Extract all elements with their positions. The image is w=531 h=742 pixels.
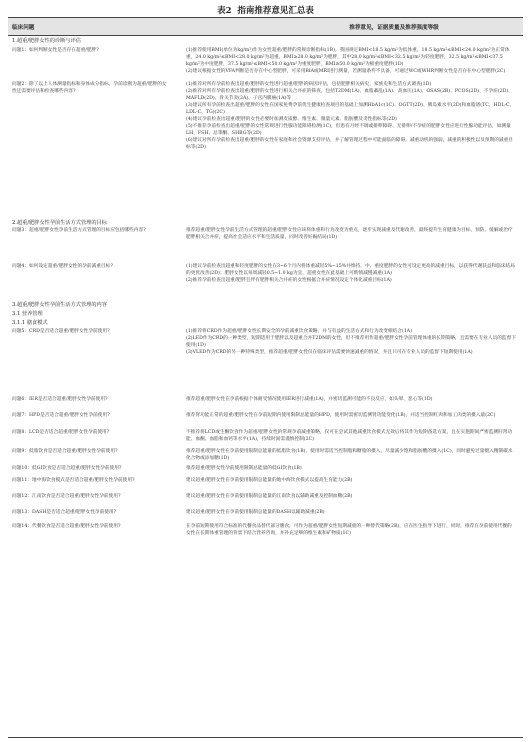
section-heading: 1.超重/肥胖女性的诊断与评估 bbox=[12, 38, 81, 44]
recommendation-text: 推荐超重/肥胖女性孕前生活方式管理的超重/肥胖女性应该将体重和行为改变为重点，逐步实现减重及代谢改善，最终提升生育健康为目标，预防、缓解或治疗肥胖相关合并症，提高社会适应水平和生活质量，同时改善妊娠结局(1D) bbox=[186, 228, 513, 240]
clinical-question: 问题13：DASH是否适合超重/肥胖女性孕前使用? bbox=[12, 510, 117, 515]
table-row bbox=[8, 448, 523, 465]
recommendation-text: (1)推荐将CRD作为超重/肥胖女性长期安全的孕前减重饮食策略，并与有益的生活方式和行为改变相结合(1A) bbox=[186, 329, 412, 334]
clinical-question: 问题14：代餐饮食是否适合超重/肥胖女性孕前使用? bbox=[12, 524, 121, 529]
table-row bbox=[8, 523, 523, 553]
clinical-question: 问题7：HPD是否适合超重/肥胖女性孕前使用? bbox=[12, 413, 110, 418]
recommendation-text: (2)LED作为CRD的一种类型，短期适用于肥胖以及超重合并T2DM的女性，但不推荐用作超重/肥胖女性孕前管理体重的长期策略，且需要在专业人员的监督下使用(1D) bbox=[186, 336, 516, 348]
table-row bbox=[8, 396, 523, 412]
clinical-question: 问题9：低脂饮食是否适合超重/肥胖女性孕前使用? bbox=[12, 449, 118, 454]
clinical-question: 问题12：江南饮食是否适合超重/肥胖女性孕前使用? bbox=[12, 494, 121, 499]
clinical-question: 问题5：CRD是否适合超重/肥胖女性孕前使用? bbox=[12, 329, 110, 334]
table-header bbox=[8, 18, 523, 35]
recommendation-cell bbox=[186, 477, 516, 484]
recommendation-cell bbox=[186, 509, 516, 516]
bottom-rule bbox=[8, 737, 523, 738]
table-row bbox=[8, 412, 523, 429]
recommendation-cell bbox=[186, 448, 516, 462]
clinical-question: 问题1：如何判断女性是否存在超重/肥胖? bbox=[12, 48, 99, 53]
recommendation-text: (2)推荐孕前检查出超重/肥胖且伴有肥胖相关合并症的女性根据合并症情况设定个体化减重目标(1A) bbox=[186, 278, 392, 283]
recommendation-cell bbox=[186, 429, 516, 443]
table-number: 表2 bbox=[217, 6, 232, 16]
recommendation-text: (2)推荐对所有孕前检查出超重/肥胖的女性进行相关合并症的筛查，包括T2DM(1A)、血脂紊乱(1A)、高血压(1A)、OSAS(2B)、PCOS(2D)、不孕症(2D)、MAFLD(2D)、骨关节炎(2A)、子宫内膜癌(1A)等 bbox=[186, 89, 513, 101]
header-question: 临床问题 bbox=[12, 25, 35, 31]
recommendation-cell bbox=[186, 227, 516, 241]
clinical-question: 问题4：如何设定超重/肥胖女性的孕前减重目标? bbox=[12, 264, 113, 269]
clinical-question: 问题10：低GI饮食是否适合超重/肥胖女性孕前使用? bbox=[12, 466, 122, 471]
recommendation-text: 不推荐将LCD或生酮饮食作为超重/肥胖女性的常规孕前减重策略，仅可在尝试其他减重饮食模式无效后将其作为短期备选方案，且在实施期间严密监测肝肾功能、血酮、血脂和血钙等水平(1A)，持续时间需谨慎控制(2C) bbox=[186, 430, 513, 442]
recommendation-cell bbox=[186, 396, 516, 403]
recommendation-text: 推荐超重/肥胖女性在孕前使用限制总能量的低脂饮食(1B)，使用时需适当控制脂和糖脂的摄入，尽量减少饱和脂肪酸的摄入(1C)，同时避免过量摄入精制碳水化合物或添加糖(1D) bbox=[186, 449, 513, 461]
table-row bbox=[8, 493, 523, 509]
recommendation-text: (3)建议所有孕前检查出超重/肥胖的女性在国家免费孕前优生健康检查项目的基础上加测HbA1c(1C)、OGTT(2D)、胰岛素水平(2D)和血脂谱(TC、HDL-C、LDL-C、TG)(2C) bbox=[186, 103, 515, 115]
table-row bbox=[8, 509, 523, 523]
recommendation-text: (3)VLED作为CRD的另一种特殊类型，推荐超重/肥胖女性仅在临床评估需要快速减重的情况，并且只可在专业人员的监督下短期使用(1A) bbox=[186, 350, 473, 355]
table-row bbox=[8, 227, 523, 263]
recommendation-text: 推荐肾功能正常的超重/肥胖女性在孕前短期内使用限制总能量的HPD，使用时需密切监测肾功能变化(1B)，并适当控制红肉和加工肉类的摄入量(2C) bbox=[186, 413, 496, 418]
recommendation-text: 在孕前短期使用符合标准的代餐食品替代部分膳食，可作为超重/肥胖女性短期减重的一种替代策略(2B)，应在医生指导下进行，同时，推荐在孕前使用代餐的女性在长期体重管理的背景下结合营养咨询，并补充足够的维生素和矿物质(1C) bbox=[186, 524, 512, 536]
recommendation-cell bbox=[186, 81, 516, 151]
recommendation-text: (4)建议孕前检查出超重/肥胖的女性必要时加测皮质醇、维生素、微量元素、脂肪酸及炎性指标等(2D) bbox=[186, 117, 397, 122]
table-row bbox=[8, 47, 523, 81]
table-title: 指南推荐意见汇总表 bbox=[237, 6, 314, 16]
recommendation-text: (1)推荐对所有孕前检查出超重/肥胖的女性进行超重/肥胖的病因评估，包括肥胖相关病史、家族史和生活方式调查(1D) bbox=[186, 82, 432, 87]
table-body bbox=[8, 35, 523, 735]
header-recommendation: 推荐意见，证据质量及推荐强度等级 bbox=[349, 25, 439, 31]
recommendation-text: 推荐超重/肥胖女性孕前使用限制总能量的低GI饮食(1B) bbox=[186, 466, 302, 471]
recommendation-cell bbox=[186, 328, 516, 356]
section-heading: 3.1 营养管理 bbox=[12, 311, 43, 317]
clinical-question: 问题2：除了以上人体测量指标和身体成分指标，孕前诊断为超重/肥胖的女性还需要评估和检查哪些内容? bbox=[12, 82, 167, 94]
clinical-question: 问题11：地中海饮食模式是否适合超重/肥胖女性孕前使用? bbox=[12, 478, 135, 483]
section-heading: 3.1.1 膳食模式 bbox=[12, 320, 48, 326]
clinical-question: 问题6：IER是否适合超重/肥胖女性孕前使用? bbox=[12, 397, 108, 402]
clinical-question: 问题8：LCD是否适合超重/肥胖女性孕前使用? bbox=[12, 430, 110, 435]
table-row bbox=[8, 328, 523, 396]
table-caption bbox=[0, 4, 531, 16]
recommendation-text: 建议超重/肥胖女性在孕前使用限制总能量的江南饮食以辅助减重及控制血糖(2B) bbox=[186, 494, 353, 499]
recommendation-cell bbox=[186, 412, 516, 419]
recommendation-text: 建议超重/肥胖女性在孕前使用限制总能量的DASH以辅助减重(2B) bbox=[186, 510, 325, 515]
recommendation-text: (1)推荐使用BMI(单位为kg/m²)作为女性超重/肥胖的常规诊断指标(1B)。我国规定BMI<18.5 kg/m²为低体重，18.5 kg/m²≤BMI<24.0 kg/m²为正常体重，24.0 kg/m²≤BMI<28.0 kg/m²为超重，BMI≥28.0 kg/m²为肥胖，其中28.0 kg/m²≤BMI<32.5 kg/m²为轻度肥胖，32.5 kg/m²≤BMI<37.5 kg/m²为中度肥胖，37.5 kg/m²≤BMI<50.0 kg/m²为重度肥胖，BMI≥50.0 kg/m²为极重度肥胖(1D) bbox=[186, 48, 510, 67]
recommendation-text: (5)不推荐孕前检查出超重/肥胖的女性常规进行性腺功能障碍检测(1C)，但患有月经不调或排卵障碍、无排卵/不孕症的肥胖女性应进行性腺功能评估，如测量LH、FSH、总睾酮、SHBG等(2D) bbox=[186, 124, 511, 136]
recommendation-text: (1)建议孕前检查出超重和轻度肥胖的女性在3~6个月内将体重减轻5%~15%并维持，中、重度肥胖的女性可设定更高的减重目标，以获得代谢获益和临床结局的更优改善(2D)；肥胖女性以每周减轻0.5~1.0 kg为宜，超重女性在此基础上可酌情减慢减重(1A) bbox=[186, 264, 515, 276]
table-row bbox=[8, 477, 523, 493]
recommendation-text: 推荐超重/肥胖女性在孕前根据个体耐受情况使用IER进行减重(1A)，并密切监测可能的不良反应，如头晕、恶心等(1D) bbox=[186, 397, 433, 402]
table-row bbox=[8, 429, 523, 448]
section-heading: 3.超重/肥胖女性孕前生活方式管理的内容 bbox=[12, 302, 107, 308]
recommendation-cell bbox=[186, 263, 516, 284]
table-row bbox=[8, 81, 523, 218]
recommendation-text: (6)建议对所有孕前检查出超重/肥胖的女性在家庭和社会资源支持评估，并了解管理过程中可能面临的障碍，减重动机的强弱，减重的积极性以及预期的减重目标等(2D) bbox=[186, 138, 513, 150]
recommendation-text: (2)建议根据女性的VFA判断是否存在中心型肥胖，可采用BIA或MRI进行测量，若测量条件不具备，可通过WC或WHR判断女性是否存在中心型肥胖(2C) bbox=[186, 69, 506, 74]
recommendation-cell bbox=[186, 47, 516, 75]
recommendation-text: 建议超重/肥胖女性在孕前使用限制总能量的地中海饮食模式以提高生育能力(2B) bbox=[186, 478, 353, 483]
clinical-question: 问题3：超重/肥胖女性孕前生活方式管理的目标应包括哪些内容? bbox=[12, 228, 146, 233]
table-row bbox=[8, 263, 523, 301]
recommendation-cell bbox=[186, 465, 516, 472]
recommendation-cell bbox=[186, 493, 516, 500]
section-heading: 2.超重/肥胖女性孕前生活方式管理的目标 bbox=[12, 220, 107, 226]
table-row bbox=[8, 465, 523, 477]
recommendation-cell bbox=[186, 523, 516, 537]
